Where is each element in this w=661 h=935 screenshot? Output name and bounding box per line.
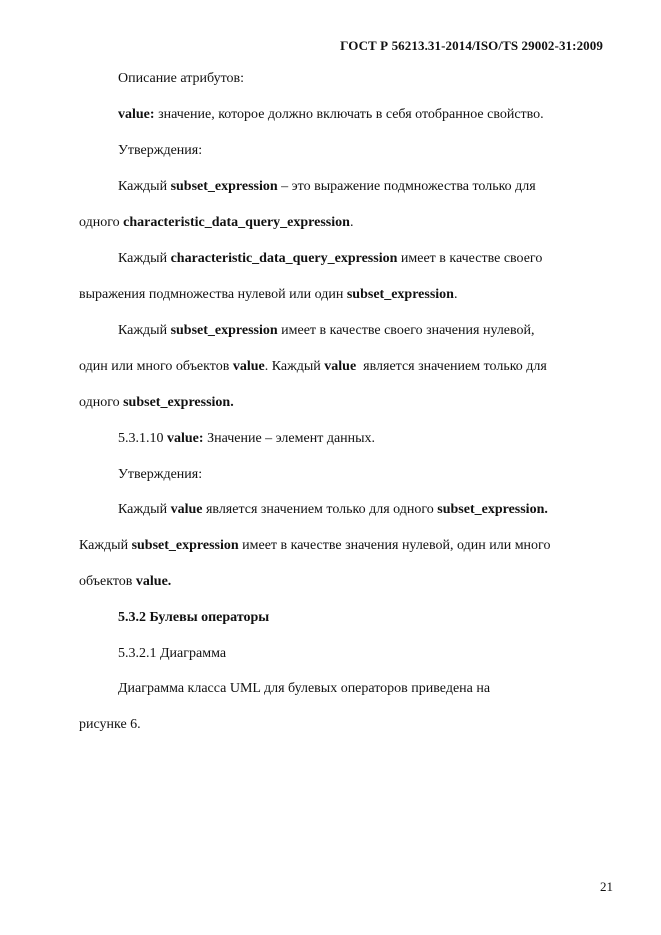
assertion-3-line-3: одного subset_expression. xyxy=(79,395,234,410)
assertion-1-line-2: одного characteristic_data_query_expression. xyxy=(79,215,354,230)
assertion-2-line-2: выражения подмножества нулевой или один subset_expression. xyxy=(79,287,458,302)
term: value: xyxy=(167,431,204,446)
assertion-4-line-3: объектов value. xyxy=(79,574,172,589)
section-number: 5.3.1.10 xyxy=(118,431,167,446)
term: subset_expression xyxy=(131,538,239,553)
assertion-4-line-1: Каждый value является значением только для одного subset_expression. xyxy=(118,502,548,517)
assertion-3-line-1: Каждый subset_expression имеет в качестве своего значения нулевой, xyxy=(118,323,535,338)
term: value xyxy=(232,359,265,374)
term: subset_expression xyxy=(170,179,278,194)
assertion-2-line-1: Каждый characteristic_data_query_expression имеет в качестве своего xyxy=(118,251,543,266)
assertions-label-2: Утверждения: xyxy=(118,467,203,482)
assertion-4-line-2: Каждый subset_expression имеет в качестве значения нулевой, один или много xyxy=(79,538,551,553)
term: subset_expression. xyxy=(123,395,234,410)
page-number: 21 xyxy=(600,879,613,894)
value-attribute-description xyxy=(118,106,544,124)
value-term: value: xyxy=(118,107,155,122)
term: subset_expression xyxy=(170,323,278,338)
subsection-diagram: 5.3.2.1 Диаграмма xyxy=(118,646,227,661)
term: characteristic_data_query_expression xyxy=(170,251,398,266)
assertions-label: Утверждения: xyxy=(118,143,203,158)
assertion-3-line-2: один или много объектов value. Каждый value является значением только для xyxy=(79,359,547,374)
section-5-3-1-10: 5.3.1.10 value: Значение – элемент данных. xyxy=(118,431,376,446)
term: value. xyxy=(135,574,172,589)
diagram-text-line-1: Диаграмма класса UML для булевых операторов приведена на xyxy=(118,681,491,696)
standard-header: ГОСТ Р 56213.31-2014/ISO/TS 29002-31:2009 xyxy=(340,38,603,53)
section-heading-boolean-operators: 5.3.2 Булевы операторы xyxy=(118,610,270,625)
diagram-text-line-2: рисунке 6. xyxy=(79,717,141,732)
value-description-text: значение, которое должно включать в себя отобранное свойство. xyxy=(154,107,544,122)
term: subset_expression. xyxy=(437,502,548,517)
attributes-description-label: Описание атрибутов: xyxy=(118,71,245,86)
term: value xyxy=(324,359,357,374)
assertion-1-line-1: Каждый subset_expression – это выражение подмножества только для xyxy=(118,179,536,194)
term: subset_expression xyxy=(346,287,454,302)
term: value xyxy=(170,502,203,517)
term: characteristic_data_query_expression xyxy=(123,215,350,230)
